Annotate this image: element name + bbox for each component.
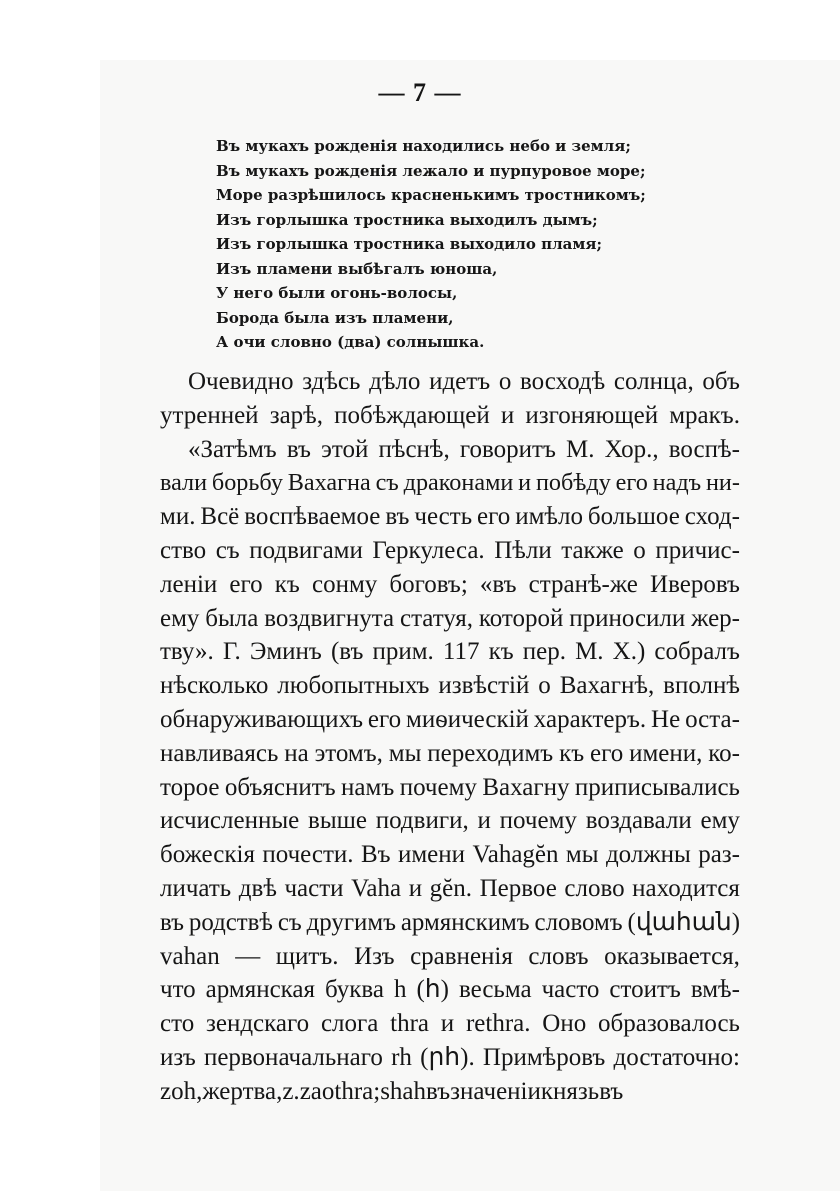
word: Х.) — [612, 638, 646, 666]
word: Очевидно — [188, 368, 294, 395]
poem-line: Въ мукахъ рожденія находились небо и земля; — [216, 137, 631, 155]
word: любопытныхъ — [277, 672, 430, 700]
word: Изъ — [354, 942, 395, 970]
word: вмѣ- — [690, 976, 740, 1004]
word: къ — [274, 570, 300, 598]
word: почему — [499, 807, 577, 835]
word: что — [160, 976, 196, 1004]
word: Иверовъ — [650, 570, 740, 598]
word: (վահան) — [627, 908, 740, 936]
word: почести. — [262, 841, 354, 869]
poem-line: А очи словно (два) солнышка. — [216, 333, 485, 351]
word: на — [284, 739, 309, 767]
word: части — [284, 874, 344, 902]
word: Вахагна — [287, 469, 371, 497]
word: весьма — [458, 976, 532, 1004]
word: другимъ — [306, 908, 397, 936]
text-line — [160, 973, 740, 1007]
word: причис- — [655, 536, 740, 564]
word: этой — [321, 435, 369, 463]
word: сход- — [684, 503, 740, 531]
word: идетъ — [429, 368, 491, 395]
word: навливаясь — [160, 739, 279, 767]
word: объ — [702, 368, 740, 395]
word: Оно — [542, 1010, 587, 1038]
word: ко- — [708, 739, 740, 767]
word: сто — [160, 1010, 195, 1038]
word: статуя, — [399, 604, 473, 632]
word: «въ — [479, 570, 517, 598]
word: почему — [399, 773, 477, 801]
word: оста- — [685, 705, 740, 733]
text-line — [160, 635, 740, 669]
word: тву». — [160, 638, 214, 666]
word: армянская — [205, 976, 316, 1004]
word: торое — [160, 773, 220, 801]
word: личать — [160, 874, 232, 902]
word: Примѣровъ — [482, 1043, 606, 1071]
word: восходѣ — [520, 368, 606, 395]
text-line — [160, 1041, 740, 1075]
word: его — [590, 739, 624, 767]
word: Г. — [222, 638, 241, 666]
word: была — [205, 604, 259, 632]
word: ему — [160, 604, 200, 632]
word: имени, — [629, 739, 703, 767]
poem-line: Изъ горлышка тростника выходило пламя; — [216, 235, 603, 253]
word: къ — [488, 638, 514, 666]
word: зарѣ, — [269, 401, 323, 429]
word: большое — [587, 503, 680, 531]
text-line — [160, 568, 740, 602]
word: буква — [325, 976, 384, 1004]
word: воспѣваемое — [244, 503, 381, 531]
poem-line: Изъ горлышка тростника выходилъ дымъ; — [216, 210, 598, 229]
word: Эминъ — [249, 638, 322, 666]
word: здѣсь — [302, 368, 361, 395]
text-line — [160, 1007, 740, 1041]
word: М. — [575, 638, 604, 666]
word: армянскимъ — [400, 908, 530, 936]
word: имѣло — [515, 503, 583, 531]
word: двѣ — [238, 874, 277, 902]
word: Первое — [479, 874, 557, 902]
word: къ — [559, 739, 585, 767]
word: щитъ. — [275, 942, 339, 970]
word: характеръ. — [533, 705, 647, 733]
word: (րհ). — [420, 1043, 475, 1071]
body-text — [160, 365, 740, 1109]
word: Въ — [360, 841, 391, 869]
word: обнаруживающихъ — [160, 705, 364, 733]
word: — — [235, 942, 261, 970]
word: Пѣли — [494, 536, 552, 564]
word: Не — [651, 705, 681, 733]
text-line — [160, 602, 740, 636]
word: жер- — [691, 604, 740, 632]
word: приносили — [569, 604, 686, 632]
word: изгоняющей — [525, 401, 659, 429]
poem-line: Въ мукахъ рожденія лежало и пурпуровое море; — [216, 161, 646, 180]
word: зендскаго — [205, 1010, 310, 1038]
text-line — [160, 703, 740, 737]
word: надъ — [652, 469, 702, 497]
text-line — [160, 872, 740, 906]
word: h — [393, 976, 407, 1004]
word: словомъ — [534, 908, 623, 936]
word: shah — [380, 1077, 427, 1105]
word: прим. — [372, 638, 434, 666]
word: 117 — [442, 638, 480, 666]
word: съ — [375, 469, 399, 497]
word: воспѣ- — [668, 435, 740, 463]
word: мы — [565, 841, 599, 869]
poem-line: Борода была изъ пламени, — [216, 308, 454, 327]
word: оказывается, — [604, 942, 740, 970]
text-line — [160, 365, 740, 399]
word: Вахагнѣ, — [559, 672, 655, 700]
word: борьбу — [211, 469, 283, 497]
word: часто — [541, 976, 600, 1004]
word: (въ — [330, 638, 364, 666]
word: Всё — [200, 503, 240, 531]
word: vahan — [160, 942, 220, 970]
text-line — [160, 399, 740, 433]
word: исчисленные — [160, 807, 300, 835]
word: gĕn. — [429, 874, 473, 902]
word: божескія — [160, 841, 255, 869]
word: zoh, — [160, 1077, 203, 1105]
word: Вахагну — [482, 773, 570, 801]
word: драконами — [403, 469, 514, 497]
word: о — [633, 536, 646, 564]
word: побѣждающей — [334, 401, 490, 429]
word: также — [561, 536, 624, 564]
word: побѣду — [535, 469, 611, 497]
word: боговъ; — [389, 570, 468, 598]
word: Геркулеса. — [372, 536, 485, 564]
word: вали — [160, 469, 208, 497]
text-line — [160, 771, 740, 805]
text-line — [160, 534, 740, 568]
text-line — [160, 500, 740, 534]
word: стоитъ — [609, 976, 681, 1004]
word: въ — [286, 435, 311, 463]
word: «Затѣмъ — [188, 435, 277, 463]
word: первоначальнаго — [203, 1043, 383, 1071]
word: и — [408, 874, 423, 902]
word: сравненія — [410, 942, 513, 970]
word: намъ — [341, 773, 395, 801]
word: пѣснѣ, — [378, 435, 450, 463]
word: князь — [540, 1077, 600, 1105]
word: пер. — [522, 638, 566, 666]
word: (հ) — [416, 976, 449, 1004]
word: подвигами — [249, 536, 363, 564]
word: образовалось — [598, 1010, 740, 1038]
word: этомъ, — [314, 739, 383, 767]
word: о — [498, 368, 512, 395]
word: Vahagĕn — [472, 841, 559, 869]
word: rethra. — [465, 1010, 531, 1038]
text-line — [160, 669, 740, 703]
word: rh — [391, 1043, 412, 1071]
text-line — [160, 906, 740, 940]
word: ему — [700, 807, 740, 835]
text-line — [160, 433, 740, 467]
word: значеніи — [450, 1077, 541, 1105]
word: Хор., — [604, 435, 659, 463]
word: выше — [308, 807, 367, 835]
poem-line: Море разрѣшилось красненькимъ тростникомъ; — [216, 186, 646, 204]
text-line — [160, 804, 740, 838]
word: мракъ. — [669, 401, 740, 429]
poem-block — [216, 134, 776, 355]
word: воздвигнута — [264, 604, 395, 632]
word: достаточно: — [613, 1043, 740, 1071]
word: объяснитъ — [224, 773, 336, 801]
text-line — [160, 1075, 740, 1109]
word: которой — [478, 604, 564, 632]
word: сонму — [311, 570, 378, 598]
word: мы — [388, 739, 422, 767]
word: въ — [599, 1077, 624, 1105]
text-line — [160, 940, 740, 974]
word: дѣло — [369, 368, 421, 395]
word: ни- — [705, 469, 740, 497]
word: солнца, — [613, 368, 694, 395]
text-line — [160, 466, 740, 500]
text-line — [160, 737, 740, 771]
poem-line: Изъ пламени выбѣгалъ юноша, — [216, 259, 498, 278]
word: леніи — [160, 570, 218, 598]
word: родствѣ — [188, 908, 273, 936]
word: его — [615, 469, 648, 497]
word: вполнѣ — [663, 672, 740, 700]
word: странѣ-же — [528, 570, 638, 598]
word: М. — [566, 435, 595, 463]
word: извѣстій — [438, 672, 530, 700]
word: жертва, — [202, 1077, 283, 1105]
word: утренней — [160, 401, 259, 429]
word: раз- — [698, 841, 740, 869]
text-line — [160, 838, 740, 872]
word: слово — [564, 874, 625, 902]
word: съ — [277, 908, 302, 936]
word: воздавали — [585, 807, 692, 835]
word: слога — [320, 1010, 379, 1038]
word: о — [538, 672, 551, 700]
page-number: — 7 — — [378, 78, 462, 107]
word: ми. — [160, 503, 196, 531]
word: миѳическій — [406, 705, 529, 733]
word: и — [518, 469, 532, 497]
word: его — [229, 570, 263, 598]
word: съ — [215, 536, 240, 564]
word: его — [367, 705, 402, 733]
word: переходимъ — [427, 739, 554, 767]
poem-line: У него были огонь-волосы, — [216, 284, 458, 302]
word: и — [477, 807, 491, 835]
word: zaothra; — [299, 1077, 381, 1105]
word: его — [477, 503, 511, 531]
word: имени — [397, 841, 466, 869]
word: Vaha — [351, 874, 402, 902]
word: словъ — [528, 942, 589, 970]
word: говоритъ — [459, 435, 556, 463]
word: и — [500, 401, 515, 429]
word: thra — [390, 1010, 430, 1038]
word: подвиги, — [375, 807, 469, 835]
word: въ — [160, 908, 185, 936]
word: z. — [282, 1077, 300, 1105]
word: изъ — [160, 1043, 196, 1071]
word: собралъ — [654, 638, 740, 666]
word: должны — [605, 841, 691, 869]
word: приписывались — [574, 773, 740, 801]
word: въ — [426, 1077, 451, 1105]
word: и — [440, 1010, 455, 1038]
word: честь — [414, 503, 473, 531]
word: находится — [632, 874, 740, 902]
word: въ — [385, 503, 410, 531]
word: нѣсколько — [160, 672, 269, 700]
word: ство — [160, 536, 207, 564]
